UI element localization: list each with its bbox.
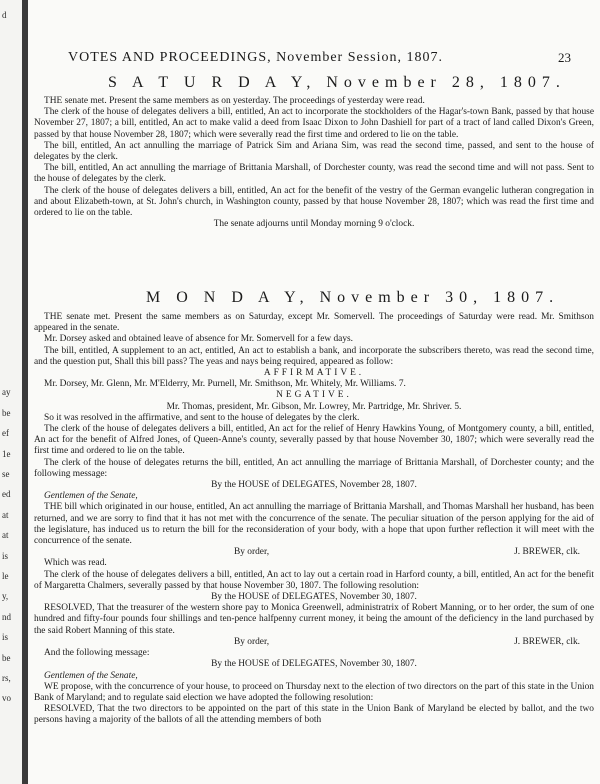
- affirmative-names: Mr. Dorsey, Mr. Glenn, Mr. M'Elderry, Mr. Purnell, Mr. Smithson, Mr. Whitely, Mr. Williams. 7.: [44, 379, 406, 390]
- gutter-fragment: be: [2, 652, 11, 663]
- monday-section: [34, 312, 594, 727]
- gutter-fragment: rs,: [2, 673, 11, 683]
- gutter-fragment: vo: [2, 693, 11, 704]
- negative-names: Mr. Thomas, president, Mr. Gibson, Mr. Lowrey, Mr. Partridge, Mr. Shriver. 5.: [166, 401, 462, 412]
- negative-label: NEGATIVE.: [276, 390, 352, 401]
- resolution-2: RESOLVED, That the two directors to be appointed on the part of this state in the Union Bank of Maryland be elected by ballot, and the two persons having a majority of the ballots of all the attending members of both: [34, 704, 594, 726]
- running-header: VOTES AND PROCEEDINGS, November Session, 1807.: [68, 50, 443, 65]
- document-page: [28, 0, 600, 784]
- by-order-2: By order,: [234, 636, 270, 647]
- saturday-para-4: The bill, entitled, An act annulling the marriage of Brittania Marshall, of Dorchester county, was read the second time and will not pass. Sent to the house of delegates by the clerk.: [34, 163, 594, 185]
- message-3-body: WE propose, with the concurrence of your house, to proceed on Thursday next to the election of two directors on the part of this state in the Union Bank of Maryland; and to regulate said election we have adopted the following resolution:: [34, 681, 594, 703]
- signature-1: [34, 547, 594, 558]
- monday-para-2: Mr. Dorsey asked and obtained leave of absence for Mr. Somervell for a few days.: [44, 334, 354, 345]
- message-3-heading: By the HOUSE of DELEGATES, November 30, 1807.: [211, 659, 417, 670]
- gutter-fragment: le: [2, 571, 9, 581]
- monday-para-3: The bill, entitled, A supplement to an act, entitled, An act to establish a bank, and incorporate the subscribers thereto, was read the second time, and the question put, Shall this bill pass? The yeas and nays being required, appeared as follow:: [34, 345, 594, 367]
- message-1-body: THE bill which originated in our house, entitled, An act annulling the marriage of Brittania Marshall, and Thomas Marshall her husband, has been returned, and we are sorry to find that it has not met with the concurrence of the senate. The peculiar situation of the person applying for the aid of the legislature, has induced us to return the bill for the reconsideration of your body, with a hope that upon further reflection it will meet with the concurrence of the senate.: [34, 502, 594, 547]
- gutter-fragment: ef: [2, 428, 9, 439]
- monday-para-7: The clerk of the house of delegates delivers a bill, entitled, An act to lay out a certain road in Harford county, a bill, entitled, An act for the benefit of Margaretta Chalmers, severally passed by that house November 30, 1807. The following resolution:: [34, 569, 594, 591]
- clerk-1: J. BREWER, clk.: [514, 547, 580, 558]
- gutter-fragment: 1e: [2, 448, 11, 459]
- saturday-para-2: The clerk of the house of delegates delivers a bill, entitled, An act to incorporate the stockholders of the Hagar's-town Bank, passed by that house November 27, 1807; a bill, entitled, An act to make valid a deed from Isaac Dixon to John Dashiell for part of a tract of land called Dixon's Green, passed by that house November 28, 1807; which were severally read the first time and ordered to lie on the table.: [34, 107, 594, 140]
- page-number: 23: [558, 50, 571, 65]
- gutter-fragment: se: [2, 469, 10, 479]
- signature-2: [34, 637, 594, 648]
- gutter-fragment: be: [2, 407, 11, 418]
- gutter-fragment: at: [2, 509, 9, 520]
- saturday-para-5: The clerk of the house of delegates delivers a bill, entitled, An act for the benefit of the vestry of the German evangelic lutheran congregation in and about Elizabeth-town, at St. John's church, in Washington county, passed by that house November 28, 1807; which was read the first time and ordered to lie on the table.: [34, 185, 594, 219]
- gutter-fragment: ay: [2, 387, 11, 398]
- monday-para-6: The clerk of the house of delegates returns the bill, entitled, An act annulling the marriage of Brittania Marshall, of Dorchester county; and the following message:: [34, 457, 594, 479]
- clerk-2: J. BREWER, clk.: [514, 636, 580, 647]
- gutter-fragment: ed: [2, 489, 11, 500]
- saturday-adjourn: The senate adjourns until Monday morning 9 o'clock.: [213, 219, 415, 230]
- gutter-fragment: d: [2, 10, 7, 20]
- message-2-heading: By the HOUSE of DELEGATES, November 30, 1807.: [211, 592, 417, 603]
- gutter-fragment: nd: [2, 611, 11, 622]
- gutter-fragment: at: [2, 530, 9, 541]
- monday-para-4: So it was resolved in the affirmative, and sent to the house of delegates by the clerk.: [44, 412, 360, 423]
- which-read: Which was read.: [44, 558, 107, 569]
- gutter-fragment: y,: [2, 591, 9, 602]
- following-message: And the following message:: [44, 648, 150, 659]
- salutation-1: Gentlemen of the Senate,: [44, 491, 138, 502]
- saturday-para-3: The bill, entitled, An act annulling the marriage of Patrick Sim and Ariana Sim, was read the second time, passed, and sent to the house of delegates by the clerk.: [34, 140, 594, 163]
- gutter-fragment: is: [2, 632, 9, 643]
- by-order-1: By order,: [234, 547, 270, 558]
- left-page-margin: [0, 0, 22, 784]
- saturday-para-1: THE senate met. Present the same members as on yesterday. The proceedings of yesterday were read.: [44, 96, 425, 106]
- monday-para-1: THE senate met. Present the same members as on Saturday, except Mr. Somervell. The proceedings of Saturday were read. Mr. Smithson appeared in the senate.: [34, 312, 594, 334]
- monday-heading: M O N D A Y, November 30, 1807.: [146, 289, 560, 306]
- monday-para-5: The clerk of the house of delegates delivers a bill, entitled, An act for the relief of Henry Hawkins Young, of Montgomery county, a bill, entitled, An act for the benefit of Alfred Jones, of Queen-Anne's county, severally passed by that house November 30, 1807; which were severally read the first time and ordered to lie on the table.: [34, 424, 594, 457]
- salutation-2: Gentlemen of the Senate,: [44, 670, 138, 681]
- affirmative-label: AFFIRMATIVE.: [263, 368, 365, 379]
- saturday-heading: S A T U R D A Y, November 28, 1807.: [108, 74, 566, 91]
- message-1-heading: By the HOUSE of DELEGATES, November 28, 1807.: [211, 480, 417, 491]
- saturday-section: [34, 96, 594, 230]
- gutter-fragment: is: [2, 550, 9, 561]
- resolution-1: RESOLVED, That the treasurer of the western shore pay to Monica Greenwell, administratrix of Robert Manning, or to her order, the sum of one hundred and fifty-four pounds four shillings and ten-pence halfpenny current money, it being the amount of the deficiency in the land purchased by the said Robert Manning of this state.: [34, 603, 594, 636]
